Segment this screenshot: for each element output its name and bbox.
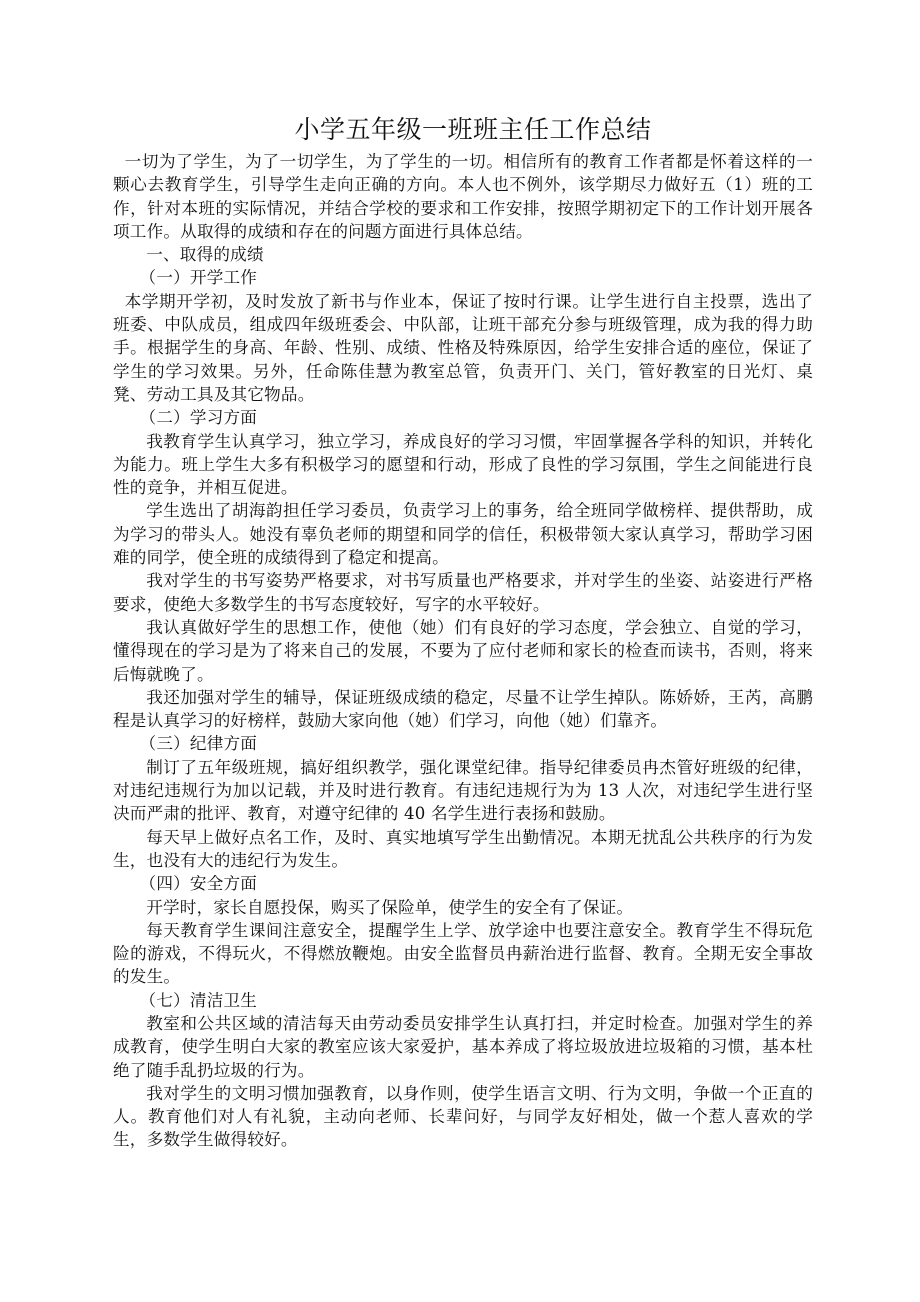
paragraph-opening-1: 本学期开学初，及时发放了新书与作业本，保证了按时行课。让学生进行自主投票，选出了班委、中队成员，组成四年级班委会、中队部，让班干部充分参与班级管理，成为我的得力助手。根据学生的身高、年龄、性别、成绩、性格及特殊原因，给学生安排合适的座位，保证了学生的学习效果。另外，任命陈佳慧为教室总管，负责开门、关门，管好教室的日光灯、桌凳、劳动工具及其它物品。 [113,291,813,404]
document-page [113,112,813,1152]
section-heading-achievements: 一、取得的成绩 [146,245,264,265]
paragraph-study-2: 学生选出了胡海韵担任学习委员，负责学习上的事务，给全班同学做榜样、提供帮助，成为学习的带头人。她没有辜负老师的期望和同学的信任，积极带领大家认真学习，帮助学习困难的同学，使全班的成绩得到了稳定和提高。 [113,501,813,568]
subsection-heading-opening: （一）开学工作 [139,268,258,288]
document-title: 小学五年级一班班主任工作总结 [294,115,652,144]
paragraph-study-4: 我认真做好学生的思想工作，使他（她）们有良好的学习态度，学会独立、自觉的学习，懂得现在的学习是为了将来自己的发展，不要为了应付老师和家长的检查而读书，否则，将来后悔就晚了。 [113,617,813,684]
intro-paragraph: 一切为了学生，为了一切学生，为了学生的一切。相信所有的教育工作者都是怀着这样的一颗心去教育学生，引导学生走向正确的方向。本人也不例外，该学期尽力做好五（1）班的工作，针对本班的实际情况，并结合学校的要求和工作安排，按照学期初定下的工作计划开展各项工作。从取得的成绩和存在的问题方面进行具体总结。 [113,152,813,241]
paragraph-discipline-2: 每天早上做好点名工作，及时、真实地填写学生出勤情况。本期无扰乱公共秩序的行为发生，也没有大的违纪行为发生。 [113,827,813,870]
paragraph-discipline-1: 制订了五年级班规，搞好组织教学，强化课堂纪律。指导纪律委员冉杰管好班级的纪律，对违纪违规行为加以记载，并及时进行教育。有违纪违规行为为 13 人次，对违纪学生进行坚决而严肃的批评、教育，对遵守纪律的 40 名学生进行表扬和鼓励。 [113,757,813,824]
paragraph-study-5: 我还加强对学生的辅导，保证班级成绩的稳定，尽量不让学生掉队。陈娇娇，王芮，高鹏程是认真学习的好榜样，鼓励大家向他（她）们学习，向他（她）们靠齐。 [113,687,813,731]
subsection-heading-study: （二）学习方面 [139,408,258,428]
subsection-heading-discipline: （三）纪律方面 [139,734,258,754]
paragraph-study-3: 我对学生的书写姿势严格要求，对书写质量也严格要求，并对学生的坐姿、站姿进行严格要求，使绝大多数学生的书写态度较好，写字的水平较好。 [113,571,813,614]
paragraph-study-1: 我教育学生认真学习，独立学习，养成良好的学习习惯，牢固掌握各学科的知识，并转化为能力。班上学生大多有积极学习的愿望和行动，形成了良性的学习氛围，学生之间能进行良性的竞争，并相互促进。 [113,431,813,498]
paragraph-hygiene-1: 教室和公共区域的清洁每天由劳动委员安排学生认真打扫，并定时检查。加强对学生的养成教育，使学生明白大家的教室应该大家爱护，基本养成了将垃圾放进垃圾箱的习惯，基本杜绝了随手乱扔垃圾的行为。 [113,1013,813,1080]
paragraph-safety-1: 开学时，家长自愿投保，购买了保险单，使学生的安全有了保证。 [146,897,634,917]
paragraph-hygiene-2: 我对学生的文明习惯加强教育，以身作则，使学生语言文明、行为文明，争做一个正直的人。教育他们对人有礼貌，主动向老师、长辈问好，与同学友好相处，做一个惹人喜欢的学生，多数学生做得较好。 [113,1083,813,1150]
paragraph-safety-2: 每天教育学生课间注意安全，提醒学生上学、放学途中也要注意安全。教育学生不得玩危险的游戏，不得玩火，不得燃放鞭炮。由安全监督员冉薪治进行监督、教育。全期无安全事故的发生。 [113,920,813,987]
subsection-heading-safety: （四）安全方面 [139,874,258,894]
subsection-heading-hygiene: （七）清洁卫生 [139,990,258,1010]
